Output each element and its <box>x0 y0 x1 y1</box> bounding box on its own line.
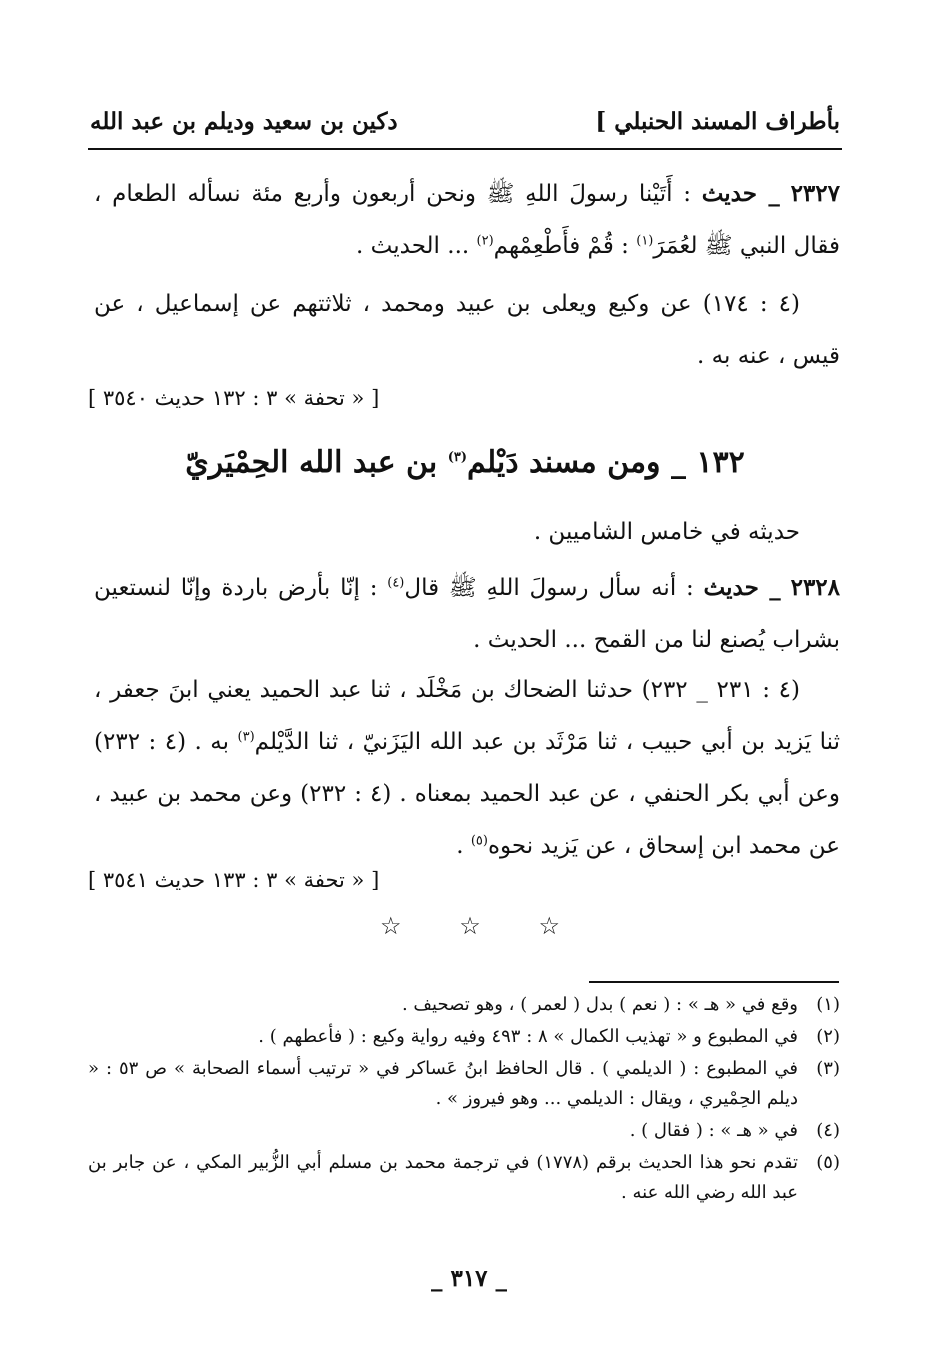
section-intro-text: حديثه في خامس الشاميين . <box>533 519 800 545</box>
footnote-number: (٥) <box>816 1152 840 1173</box>
hadith-number: ٢٣٢٨ <box>790 574 841 601</box>
isnad-b: به . (٤ : ٢٣٢) وعن أبي بكر الحنفي ، عن عبد الحميد بمعناه . (٤ : ٢٣٢) وعن محمد بن عبيد ، عن محمد ابن إسحاق ، عن يَزيد نحوه <box>94 729 840 859</box>
running-header <box>90 108 840 148</box>
isnad-a: (٤ : ٢٣١ _ ٢٣٢) حدثنا الضحاك بن مَخْلَد ، ثنا عبد الحميد يعني ابنَ جعفر ، ثنا يَزيد بن أبي حبيب ، ثنا مَرْثَد بن عبد الله اليَزَنيّ ، ثنا الدَّيْلم <box>94 677 840 755</box>
footnotes <box>88 990 840 1210</box>
page-number: _ ٣١٧ _ <box>430 1265 508 1292</box>
hadith-line2-c: ... الحديث . <box>356 233 477 259</box>
footnote-text: في المطبوع و « تهذيب الكمال » ٨ : ٤٩٣ وفيه رواية وكيع : ( فأعطهم ) . <box>258 1026 798 1047</box>
footnote-rule <box>589 981 839 983</box>
hadith-label: حديث <box>701 180 757 207</box>
header-chapter-title: دكين بن سعيد وديلم بن عبد الله <box>90 108 398 135</box>
footnote-ref-1[interactable]: (١) <box>636 233 654 249</box>
hadith-label: حديث <box>703 574 759 601</box>
hadith-line2-a: النبي ﷺ لعُمَرَ <box>653 233 787 259</box>
footnote-item <box>88 1148 840 1208</box>
star-icon: ☆ <box>538 912 560 940</box>
tuhfa-reference-2327: [ « تحفة » ٣ : ١٣٢ حديث ٣٥٤٠ ] <box>88 386 380 410</box>
footnote-text: وقع في « هـ » : ( نعم ) بدل ( لعمر ) ، وهو تصحيف . <box>401 994 798 1015</box>
footnote-number: (١) <box>816 994 840 1015</box>
tuhfa-reference-2328: [ « تحفة » ٣ : ١٣٣ حديث ٣٥٤١ ] <box>88 868 380 892</box>
section-title-b: بن عبد الله الحِمْيَريّ <box>185 445 448 480</box>
star-icon: ☆ <box>459 912 481 940</box>
section-intro <box>94 506 840 558</box>
footnote-number: (٣) <box>816 1058 840 1079</box>
footnote-item <box>88 990 840 1020</box>
footnote-ref-5[interactable]: (٥) <box>470 833 488 849</box>
hadith-2327-text: ٢٣٢٧ _ حديث : أَتَيْنا رسولَ اللهِ ﷺ ونحن أربعون وأربع مئة نسأله الطعام ، فقال النبي ﷺ لعُمَرَ$^{(١)}$ : قُمْ فأَطْعِمْهم$^{(٢)}$ ... الحديث . <box>94 180 840 259</box>
footnote-text: تقدم نحو هذا الحديث برقم (١٧٧٨) في ترجمة محمد بن مسلم أبي الزُّبير المكي ، عن جابر بن عبد الله رضي الله عنه . <box>88 1152 798 1203</box>
footnote-number: (٤) <box>816 1120 840 1141</box>
footnote-item <box>88 1022 840 1052</box>
hadith-2328-text: ٢٣٢٨ _ حديث : أنه سأل رسولَ اللهِ ﷺ قال$^{(٤)}$ : إنّا بأرض باردة وإنّا لنستعين بشراب يُصنع لنا من القمح ... الحديث . <box>94 574 841 653</box>
footnote-item <box>88 1054 840 1114</box>
footnote-ref-2[interactable]: (٢) <box>476 233 494 249</box>
hadith-line1: : أَتَيْنا رسولَ اللهِ ﷺ ونحن أربعون وأربع مئة نسأله الطعام ، فقال <box>94 181 840 259</box>
hadith-2327-isnad <box>94 278 840 382</box>
header-rule <box>88 148 842 150</box>
section-title-a: ١٣٢ _ ومن مسند دَيْلم <box>466 445 745 480</box>
hadith-text-b: : إنّا بأرض باردة وإنّا لنستعين بشراب يُصنع لنا من القمح ... الحديث . <box>94 575 840 653</box>
footnote-ref-3b[interactable]: (٣) <box>237 729 255 745</box>
footnote-number: (٢) <box>816 1026 840 1047</box>
footnote-ref-4[interactable]: (٤) <box>387 575 405 591</box>
footnote-text: في المطبوع : ( الديلمي ) . قال الحافظ ابنُ عَساكر في « ترتيب أسماء الصحابة » ص ٥٣ : « ديلم الحِمْيري ، ويقال : الديلمي ... وهو فيروز » . <box>88 1058 798 1109</box>
hadith-text-a: : أنه سأل رسولَ اللهِ ﷺ قال <box>404 575 704 601</box>
footnote-item <box>88 1116 840 1146</box>
isnad-c: . <box>456 833 471 859</box>
footnote-ref-3[interactable]: (٣) <box>447 450 467 465</box>
hadith-2328-isnad <box>94 664 840 872</box>
isnad-text: (٤ : ١٧٤) عن وكيع ويعلى بن عبيد ومحمد ، ثلاثتهم عن إسماعيل ، عن قيس ، عنه به . <box>94 291 840 369</box>
section-title <box>90 445 840 480</box>
star-separator <box>380 912 560 940</box>
hadith-number: ٢٣٢٧ <box>790 180 840 207</box>
header-book-title: بأطراف المسند الحنبلي ] <box>595 108 840 135</box>
footnote-text: في « هـ » : ( فقال ) . <box>629 1120 798 1141</box>
hadith-line2-b: : قُمْ فأَطْعِمْهم <box>493 233 637 259</box>
star-icon: ☆ <box>380 912 402 940</box>
